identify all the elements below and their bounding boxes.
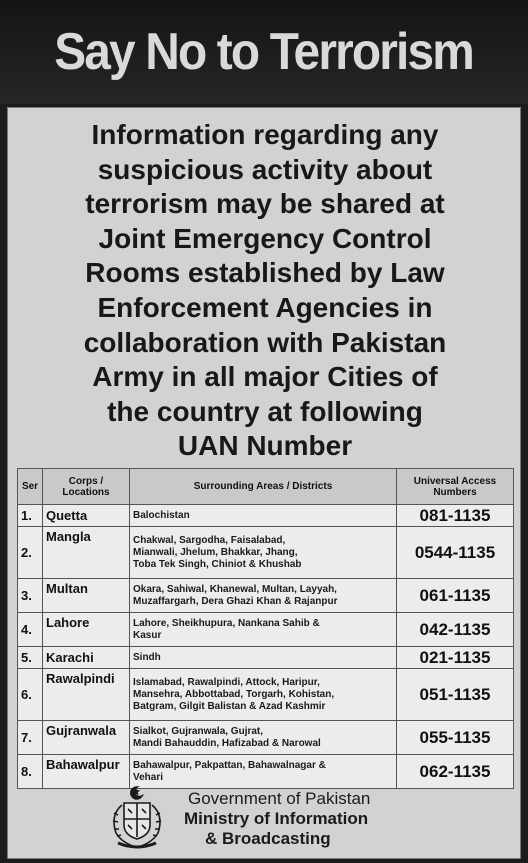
row-uan-number: 081-1135 [397,505,514,527]
table-row [18,505,514,527]
area-line: Sialkot, Gujranwala, Gujrat, [133,725,264,737]
row-uan-number: 062-1135 [397,755,514,789]
row-uan-number: 055-1135 [397,721,514,755]
footer [8,783,522,858]
area-line: Batgram, Gilgit Balistan & Azad Kashmir [133,700,326,712]
area-line: Kasur [133,629,162,641]
area-line: Okara, Sahiwal, Khanewal, Multan, Layyah, [133,583,337,595]
row-ser: 7. [18,721,43,755]
area-line: Islamabad, Rawalpindi, Attock, Haripur, [133,676,320,688]
table-row [18,721,514,755]
info-line: Joint Emergency Control [98,222,432,254]
government-label: Government of Pakistan [188,789,371,808]
header-corps-line2: Locations [62,486,110,498]
table-row [18,669,514,721]
row-corps: Quetta [43,505,130,527]
row-ser: 6. [18,669,43,721]
row-areas [130,647,397,669]
info-line: Rooms established by Law [85,257,445,289]
row-ser: 4. [18,613,43,647]
header-ser: Ser [18,469,43,505]
table-row [18,527,514,579]
info-line: Enforcement Agencies in [97,291,433,323]
info-line: collaboration with Pakistan [83,326,447,358]
info-paragraph [8,118,522,464]
header-uan [397,469,514,505]
content-panel [7,107,521,859]
header-uan-line2: Numbers [433,486,477,498]
info-line: the country at following [107,395,423,427]
info-line: terrorism may be shared at [85,188,445,220]
table-body [18,505,514,789]
row-uan-number: 0544-1135 [397,527,514,579]
row-uan-number: 042-1135 [397,613,514,647]
row-corps: Rawalpindi [43,669,130,721]
row-areas [130,527,397,579]
area-line: Balochistan [133,509,190,521]
row-areas [130,669,397,721]
row-areas [130,613,397,647]
area-line: Vehari [133,771,164,783]
table-row [18,579,514,613]
info-line: UAN Number [177,430,353,462]
area-line: Toba Tek Singh, Chiniot & Khushab [133,558,302,570]
table-row [18,613,514,647]
area-line: Mianwali, Jhelum, Bhakkar, Jhang, [133,546,298,558]
row-uan-number: 051-1135 [397,669,514,721]
poster-title: Say No to Terrorism [54,23,474,81]
area-line: Lahore, Sheikhupura, Nankana Sahib & [133,617,320,629]
row-ser: 3. [18,579,43,613]
table-header-row [18,469,514,505]
row-ser: 2. [18,527,43,579]
row-areas [130,505,397,527]
area-line: Bahawalpur, Pakpattan, Bahawalnagar & [133,759,326,771]
row-corps: Gujranwala [43,721,130,755]
header-corps-line1: Corps / [68,475,104,487]
row-ser: 1. [18,505,43,527]
row-ser: 5. [18,647,43,669]
row-corps: Mangla [43,527,130,579]
broadcasting-label: & Broadcasting [205,829,331,848]
uan-table [17,468,514,789]
area-line: Muzaffargarh, Dera Ghazi Khan & Rajanpur [133,595,338,607]
state-emblem-icon [106,783,168,853]
ministry-label: Ministry of Information [184,809,369,828]
header-corps [43,469,130,505]
row-areas [130,721,397,755]
row-uan-number: 021-1135 [397,647,514,669]
area-line: Mansehra, Abbottabad, Torgarh, Kohistan, [133,688,335,700]
row-corps: Lahore [43,613,130,647]
area-line: Chakwal, Sargodha, Faisalabad, [133,534,286,546]
table-row [18,647,514,669]
row-uan-number: 061-1135 [397,579,514,613]
row-corps: Multan [43,579,130,613]
header-banner [0,0,528,104]
header-areas: Surrounding Areas / Districts [130,469,397,505]
row-ser: 8. [18,755,43,789]
area-line: Sindh [133,651,161,663]
area-line: Mandi Bahauddin, Hafizabad & Narowal [133,737,321,749]
info-line: Information regarding any [91,119,439,150]
info-line: Army in all major Cities of [92,361,438,393]
header-uan-line1: Universal Access [413,475,497,487]
info-line: suspicious activity about [97,153,433,185]
row-corps: Karachi [43,647,130,669]
row-corps: Bahawalpur [43,755,130,789]
row-areas [130,579,397,613]
